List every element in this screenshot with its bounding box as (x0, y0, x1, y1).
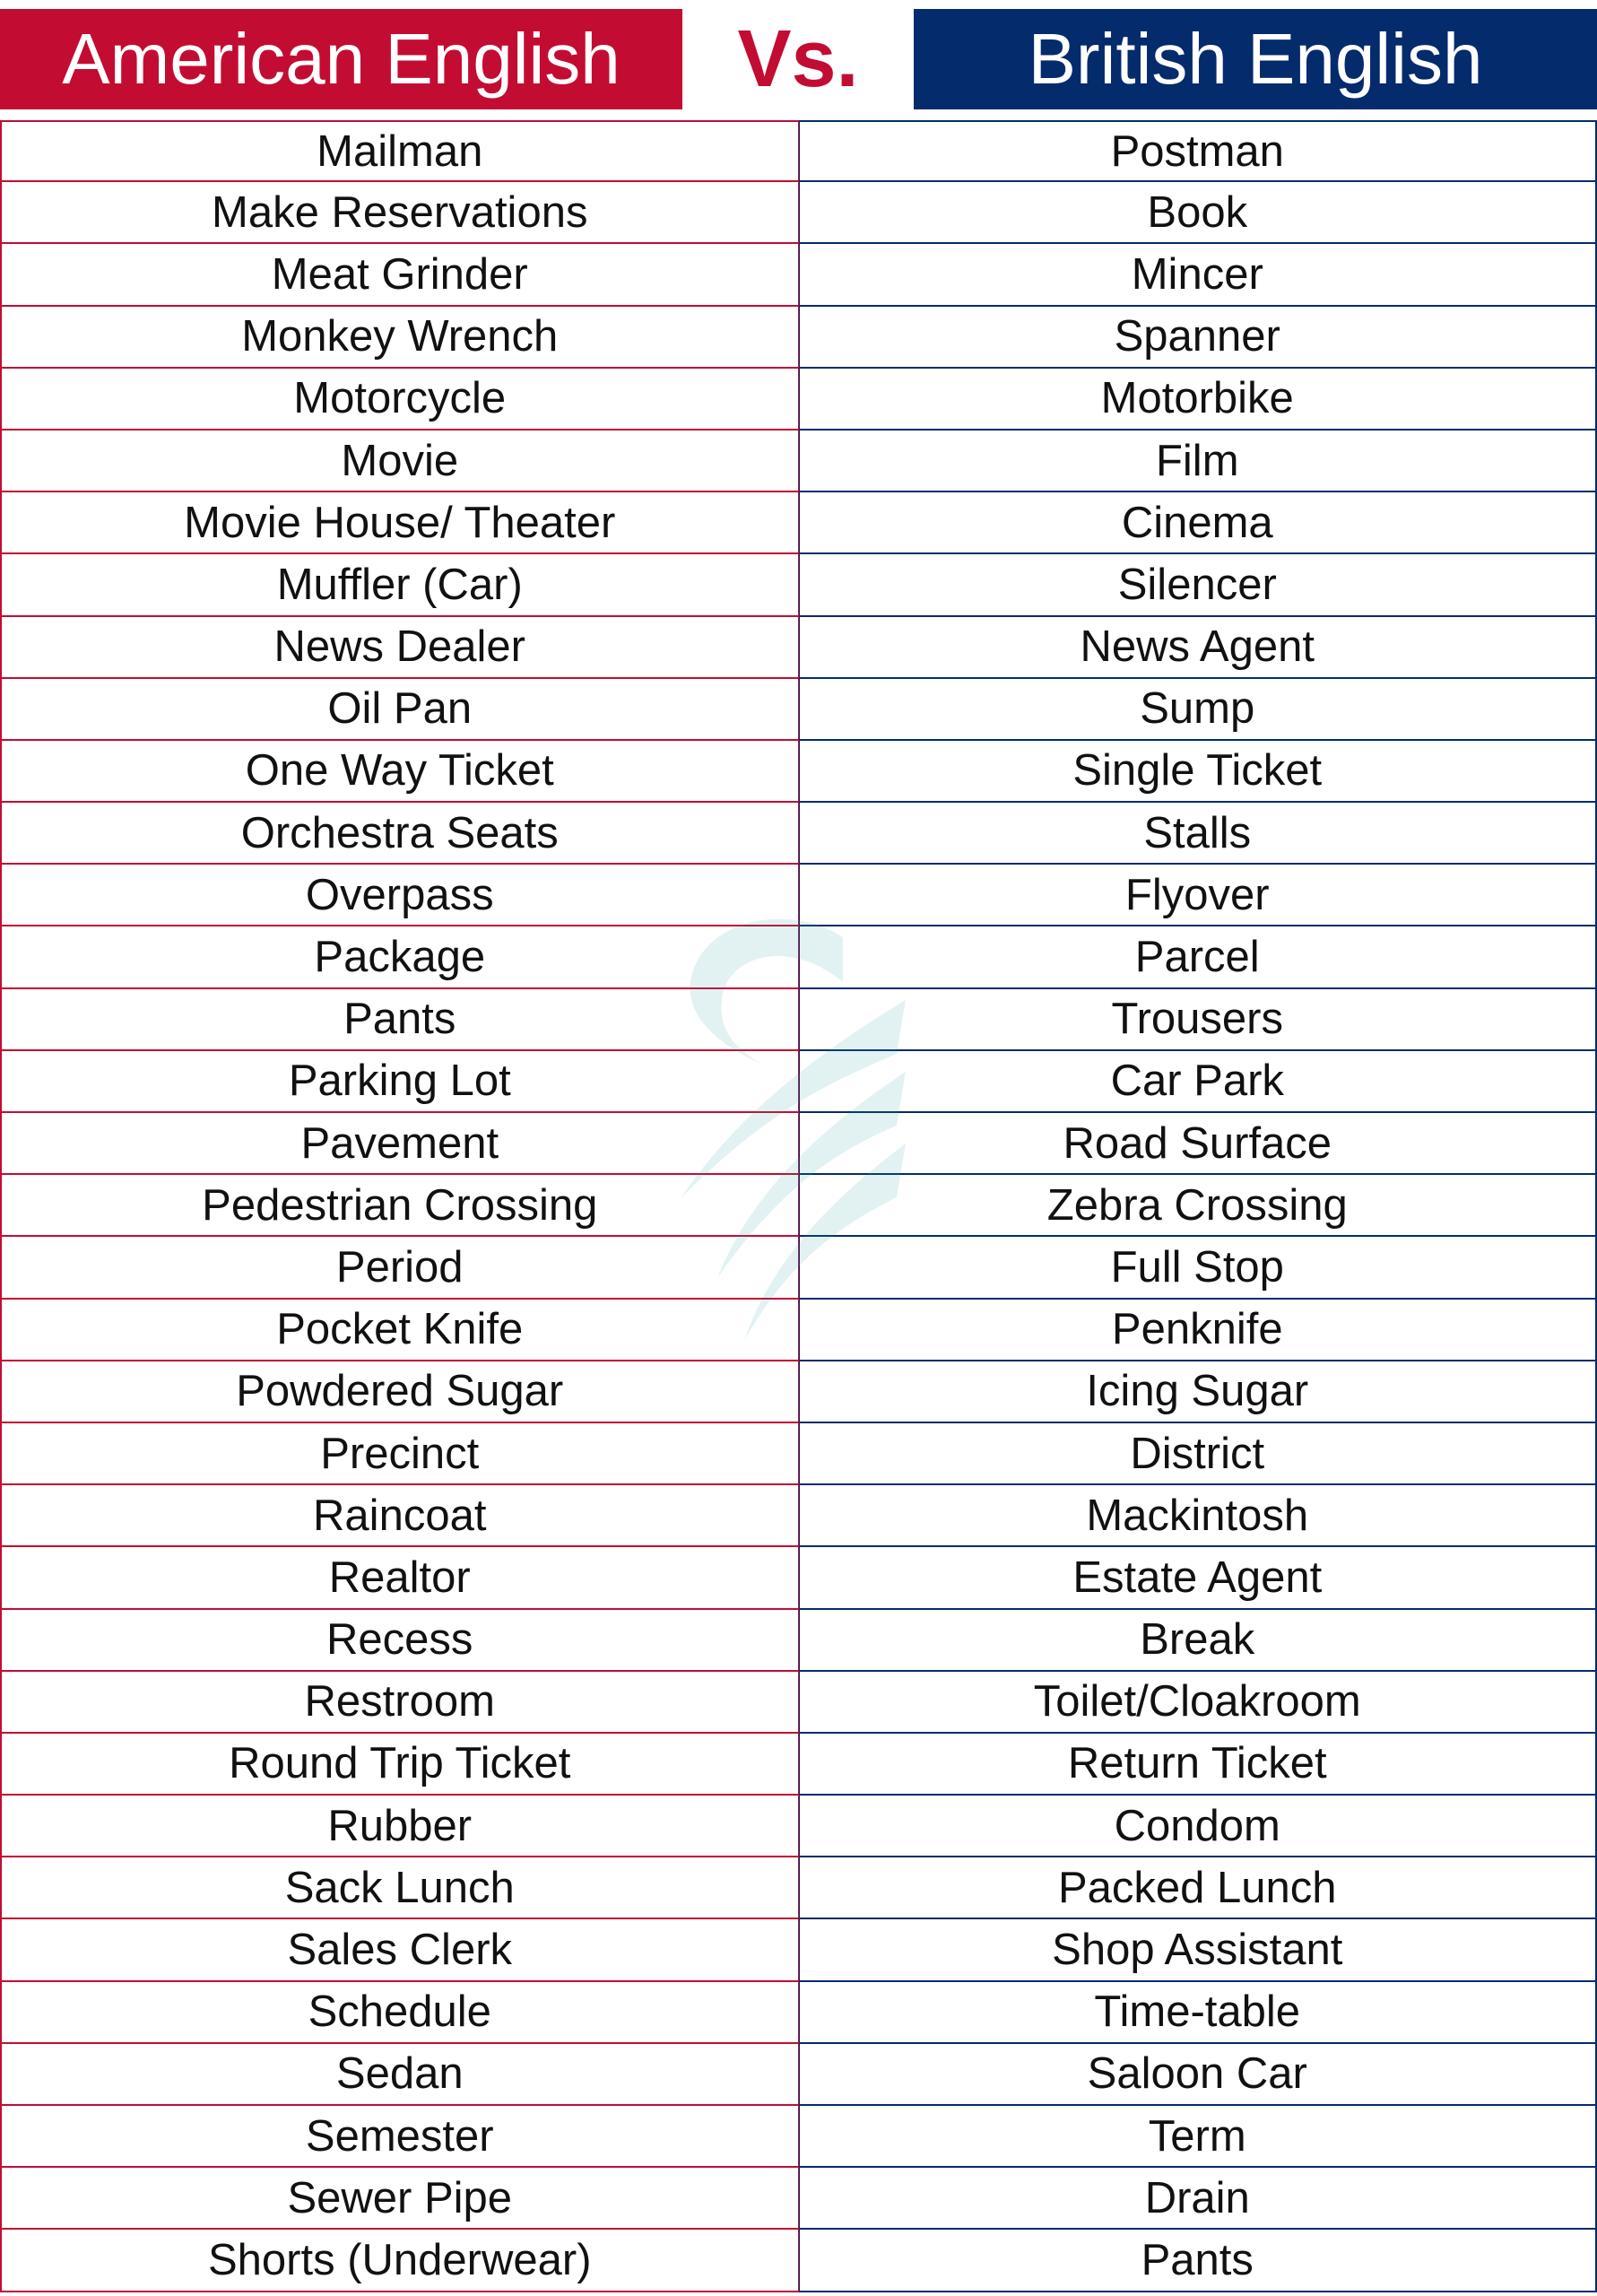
table-row (0, 2044, 1597, 2106)
american-term-cell: Oil Pan (0, 679, 799, 741)
table-row (0, 926, 1597, 988)
british-term-cell: Time-table (799, 1982, 1597, 2044)
american-term-cell: Monkey Wrench (0, 307, 799, 369)
british-term-cell: Full Stop (799, 1237, 1597, 1299)
british-term-cell: Condom (799, 1796, 1597, 1857)
table-row (0, 1919, 1597, 1981)
british-term-cell: Zebra Crossing (799, 1175, 1597, 1237)
american-term-cell: Pocket Knife (0, 1300, 799, 1361)
british-term-cell: Toilet/Cloakroom (799, 1672, 1597, 1734)
british-term-cell: Packed Lunch (799, 1857, 1597, 1919)
table-row (0, 1113, 1597, 1175)
header-banner (0, 0, 1597, 111)
table-row (0, 1672, 1597, 1734)
table-row (0, 865, 1597, 926)
table-row (0, 244, 1597, 306)
american-term-cell: Sewer Pipe (0, 2168, 799, 2230)
british-term-cell: Motorbike (799, 369, 1597, 430)
american-term-cell: Raincoat (0, 1485, 799, 1547)
american-term-cell: Meat Grinder (0, 244, 799, 306)
american-term-cell: Mailman (0, 120, 799, 182)
american-term-cell: Muffler (Car) (0, 554, 799, 616)
table-row (0, 989, 1597, 1051)
table-row (0, 1300, 1597, 1361)
american-term-cell: Overpass (0, 865, 799, 926)
american-term-cell: Restroom (0, 1672, 799, 1734)
american-term-cell: Pavement (0, 1113, 799, 1175)
table-row (0, 1610, 1597, 1672)
british-term-cell: Road Surface (799, 1113, 1597, 1175)
british-term-cell: Flyover (799, 865, 1597, 926)
table-row (0, 120, 1597, 182)
british-term-cell: Icing Sugar (799, 1361, 1597, 1423)
table-row (0, 2168, 1597, 2230)
british-term-cell: Trousers (799, 989, 1597, 1051)
american-term-cell: One Way Ticket (0, 741, 799, 803)
american-term-cell: Orchestra Seats (0, 803, 799, 865)
british-term-cell: Silencer (799, 554, 1597, 616)
versus-label: Vs. (737, 14, 859, 104)
table-row (0, 1361, 1597, 1423)
british-term-cell: Single Ticket (799, 741, 1597, 803)
british-term-cell: Term (799, 2106, 1597, 2168)
american-term-cell: Movie House/ Theater (0, 492, 799, 554)
table-row (0, 1423, 1597, 1485)
american-term-cell: Sales Clerk (0, 1919, 799, 1981)
american-term-cell: Rubber (0, 1796, 799, 1857)
american-term-cell: Semester (0, 2106, 799, 2168)
table-row (0, 1547, 1597, 1609)
american-term-cell: Realtor (0, 1547, 799, 1609)
british-term-cell: Spanner (799, 307, 1597, 369)
american-term-cell: Precinct (0, 1423, 799, 1485)
table-row (0, 1982, 1597, 2044)
british-term-cell: Pants (799, 2230, 1597, 2292)
british-term-cell: Film (799, 430, 1597, 492)
american-term-cell: Shorts (Underwear) (0, 2230, 799, 2292)
american-term-cell: Period (0, 1237, 799, 1299)
american-term-cell: Recess (0, 1610, 799, 1672)
british-term-cell: Sump (799, 679, 1597, 741)
british-term-cell: Break (799, 1610, 1597, 1672)
british-term-cell: Car Park (799, 1051, 1597, 1113)
british-term-cell: District (799, 1423, 1597, 1485)
american-term-cell: Motorcycle (0, 369, 799, 430)
american-term-cell: Sack Lunch (0, 1857, 799, 1919)
british-term-cell: Saloon Car (799, 2044, 1597, 2106)
british-term-cell: Postman (799, 120, 1597, 182)
british-term-cell: Mackintosh (799, 1485, 1597, 1547)
american-term-cell: Parking Lot (0, 1051, 799, 1113)
table-row (0, 430, 1597, 492)
table-row (0, 741, 1597, 803)
british-term-cell: News Agent (799, 617, 1597, 679)
american-term-cell: News Dealer (0, 617, 799, 679)
american-term-cell: Movie (0, 430, 799, 492)
table-row (0, 182, 1597, 244)
british-english-title: British English (914, 9, 1597, 109)
british-term-cell: Shop Assistant (799, 1919, 1597, 1981)
comparison-table (0, 120, 1597, 2292)
table-row (0, 554, 1597, 616)
table-row (0, 1857, 1597, 1919)
british-term-cell: Penknife (799, 1300, 1597, 1361)
table-row (0, 1734, 1597, 1796)
american-term-cell: Sedan (0, 2044, 799, 2106)
british-term-cell: Drain (799, 2168, 1597, 2230)
british-term-cell: Stalls (799, 803, 1597, 865)
american-english-title: American English (0, 9, 682, 109)
table-row (0, 1485, 1597, 1547)
british-term-cell: Return Ticket (799, 1734, 1597, 1796)
table-row (0, 1237, 1597, 1299)
american-term-cell: Make Reservations (0, 182, 799, 244)
table-row (0, 369, 1597, 430)
british-term-cell: Parcel (799, 926, 1597, 988)
american-term-cell: Schedule (0, 1982, 799, 2044)
british-term-cell: Mincer (799, 244, 1597, 306)
table-row (0, 617, 1597, 679)
american-term-cell: Pedestrian Crossing (0, 1175, 799, 1237)
table-row (0, 492, 1597, 554)
american-term-cell: Powdered Sugar (0, 1361, 799, 1423)
table-row (0, 2230, 1597, 2292)
table-row (0, 307, 1597, 369)
american-term-cell: Round Trip Ticket (0, 1734, 799, 1796)
table-row (0, 679, 1597, 741)
table-row (0, 1175, 1597, 1237)
british-term-cell: Estate Agent (799, 1547, 1597, 1609)
british-term-cell: Cinema (799, 492, 1597, 554)
british-term-cell: Book (799, 182, 1597, 244)
table-row (0, 1051, 1597, 1113)
table-row (0, 1796, 1597, 1857)
table-row (0, 2106, 1597, 2168)
american-term-cell: Package (0, 926, 799, 988)
table-row (0, 803, 1597, 865)
american-term-cell: Pants (0, 989, 799, 1051)
